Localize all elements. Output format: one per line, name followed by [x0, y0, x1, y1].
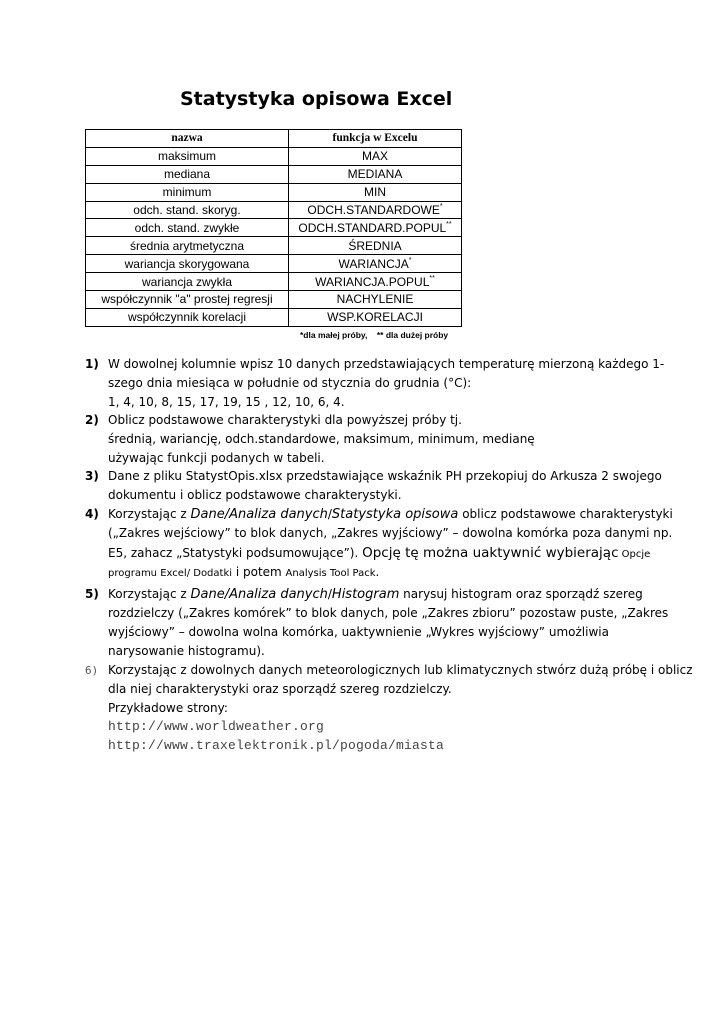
- text: .: [375, 565, 380, 579]
- excel-function-text: ODCH.STANDARDOWE: [307, 203, 440, 217]
- text: Opcje: [618, 549, 651, 560]
- table-row: [86, 165, 462, 183]
- menu-path: Dane/Analiza danych: [190, 507, 328, 522]
- menu-path: Histogram: [331, 587, 400, 602]
- footnote-marker: *: [439, 203, 443, 210]
- function-name-cell: odch. stand. skoryg.: [86, 201, 289, 219]
- task-line: dokumentu i oblicz podstawowe charakterystyki.: [108, 488, 402, 502]
- excel-function-text: NACHYLENIE: [336, 292, 414, 307]
- function-name-cell: odch. stand. zwykłe: [86, 219, 289, 237]
- task-line: 1, 4, 10, 8, 15, 17, 19, 15 , 12, 10, 6, 4.: [108, 395, 345, 409]
- url-worldweather[interactable]: http://www.worldweather.org: [108, 719, 325, 734]
- function-name-cell: maksimum: [86, 147, 289, 165]
- function-name-cell: wariancja skorygowana: [86, 255, 289, 273]
- table-row: [86, 219, 462, 237]
- text: E5, zahacz „Statystyki podsumowujące”).: [108, 546, 363, 560]
- excel-function-cell: [289, 201, 462, 219]
- task-line: [108, 507, 673, 522]
- excel-function-cell: [289, 165, 462, 183]
- excel-function-text: ŚREDNIA: [348, 238, 402, 253]
- excel-function-cell: [289, 291, 462, 309]
- function-name-cell: wariancja zwykła: [86, 273, 289, 291]
- table-row: [86, 291, 462, 309]
- task-line: używając funkcji podanych w tabeli.: [108, 451, 325, 465]
- task-number: 6): [85, 664, 99, 677]
- text: Opcję tę można uaktywnić wybierając: [362, 545, 619, 561]
- footnote-marker: **: [446, 220, 452, 228]
- task-number: 5): [85, 587, 99, 601]
- table-footnote: *dla małej próby, ** dla dużej próby: [300, 330, 449, 340]
- text: oblicz podstawowe charakterystyki: [458, 507, 673, 521]
- task-line: W dowolnej kolumnie wpisz 10 danych przedstawiających temperaturę mierzoną każdego 1-: [108, 357, 665, 371]
- excel-function-cell: [289, 273, 462, 291]
- task-line: Oblicz podstawowe charakterystyki dla powyższej próby tj.: [108, 413, 462, 427]
- task-number: 3): [85, 469, 99, 483]
- excel-function-text: WSP.KORELACJI: [327, 310, 423, 325]
- table-row: [86, 273, 462, 291]
- table-row: [86, 308, 462, 326]
- table-row: [86, 255, 462, 273]
- text: Analysis Tool Pack: [285, 568, 376, 579]
- text: i potem: [232, 565, 286, 579]
- task-line: narysowanie histogramu).: [108, 644, 265, 658]
- task-line: [108, 565, 379, 579]
- task-line: Korzystając z dowolnych danych meteorologicznych lub klimatycznych stwórz dużą próbę i oblicz: [108, 663, 693, 677]
- table-row: [86, 147, 462, 165]
- task-line: wyjściowy” – dowolna wolna komórka, uaktywnienie „Wykres wyjściowy” umożliwia: [108, 625, 609, 639]
- menu-path: Dane/Analiza danych: [190, 587, 328, 602]
- function-name-cell: mediana: [86, 165, 289, 183]
- task-line: [108, 545, 650, 561]
- table-row: [86, 201, 462, 219]
- url-traxelektronik[interactable]: http://www.traxelektronik.pl/pogoda/miasta: [108, 738, 445, 753]
- footnote-marker: **: [429, 274, 435, 282]
- text: programu Excel/ Dodatki: [108, 568, 233, 579]
- excel-function-cell: [289, 219, 462, 237]
- excel-function-cell: [289, 147, 462, 165]
- header-name: nazwa: [86, 130, 289, 148]
- task-number: 2): [85, 413, 99, 427]
- menu-path: Statystyka opisowa: [331, 507, 459, 522]
- task-number: 1): [85, 357, 99, 371]
- table-header-row: [86, 130, 462, 148]
- excel-function-text: WARIANCJA: [338, 256, 409, 271]
- excel-function-cell: [289, 255, 462, 273]
- text: /: [327, 507, 332, 521]
- text: Korzystając z: [108, 507, 191, 521]
- excel-function-text: MIN: [364, 185, 386, 200]
- excel-function-cell: [289, 183, 462, 201]
- function-name-cell: minimum: [86, 183, 289, 201]
- function-name-cell: współczynnik "a" prostej regresji: [86, 291, 289, 309]
- function-name-cell: współczynnik korelacji: [86, 308, 289, 326]
- excel-function-text: MEDIANA: [347, 167, 403, 182]
- task-line: Dane z pliku StatystOpis.xlsx przedstawiające wskaźnik PH przekopiuj do Arkusza 2 swojego: [108, 469, 662, 483]
- function-name-cell: średnia arytmetyczna: [86, 237, 289, 255]
- task-line: szego dnia miesiąca w południe od stycznia do grudnia (°C):: [108, 376, 472, 390]
- text: Korzystając z: [108, 587, 191, 601]
- excel-function-text: ODCH.STANDARD.POPUL: [298, 220, 447, 235]
- task-line: dla niej charakterystyki oraz sporządź szereg rozdzielczy.: [108, 682, 452, 696]
- text: /: [327, 587, 332, 601]
- excel-function-text: MAX: [361, 149, 388, 164]
- excel-function-text: WARIANCJA.POPUL: [315, 274, 430, 289]
- header-function: funkcja w Excelu: [289, 130, 462, 148]
- footnote-marker: *: [408, 256, 412, 264]
- task-line: rozdzielczy („Zakres komórek” to blok danych, pole „Zakres zbioru” pozostaw puste, „Zakres: [108, 606, 669, 620]
- task-line: Przykładowe strony:: [108, 701, 228, 715]
- excel-functions-table: [85, 129, 462, 327]
- table-row: [86, 237, 462, 255]
- task-line: („Zakres wejściowy” to blok danych, „Zakres wyjściowy” – dowolna komórka poza danymi np.: [108, 526, 673, 540]
- excel-function-cell: [289, 237, 462, 255]
- table-row: [86, 183, 462, 201]
- task-line: [108, 587, 643, 602]
- page-title: Statystyka opisowa Excel: [180, 88, 453, 110]
- task-line: średnią, wariancję, odch.standardowe, maksimum, minimum, medianę: [108, 432, 535, 446]
- text: narysuj histogram oraz sporządź szereg: [399, 587, 643, 601]
- task-number: 4): [85, 507, 99, 521]
- excel-function-cell: [289, 308, 462, 326]
